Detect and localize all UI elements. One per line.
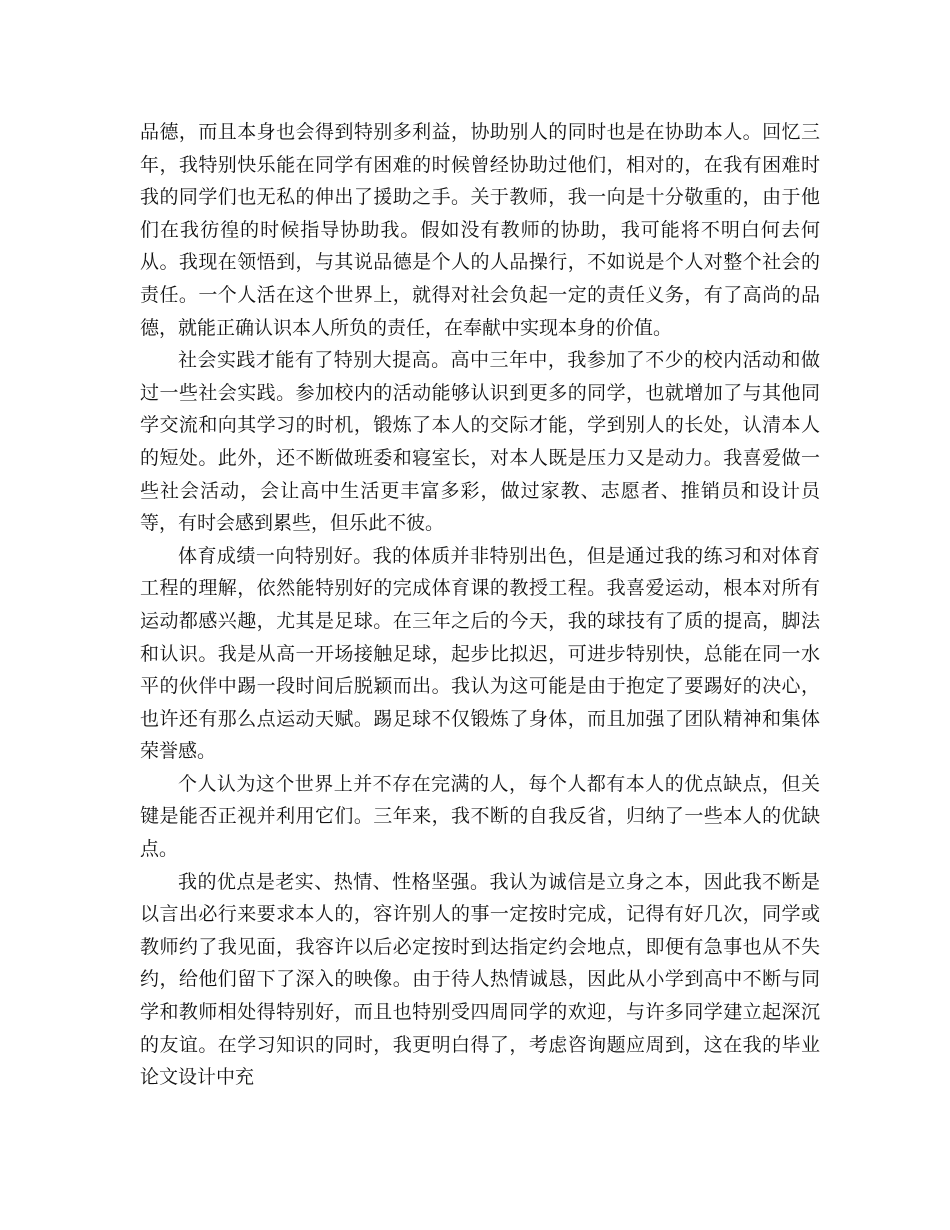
paragraph-social-practice: 社会实践才能有了特别大提高。高中三年中，我参加了不少的校内活动和做过一些社会实践。参加校内的活动能够认识到更多的同学，也就增加了与其他同学交流和向其学习的时机，锻炼了本人的交际才能，学到别人的长处，认清本人的短处。此外，还不断做班委和寝室长，对本人既是压力又是动力。我喜爱做一些社会活动，会让高中生活更丰富多彩，做过家教、志愿者、推销员和设计员等，有时会感到累些，但乐此不彼。: [140, 349, 820, 535]
paragraph-strengths: 我的优点是老实、热情、性格坚强。我认为诚信是立身之本，因此我不断是以言出必行来要求本人的，容许别人的事一定按时完成，记得有好几次，同学或教师约了我见面，我容许以后必定按时到达指定约会地点，即便有急事也从不失约，给他们留下了深入的映像。由于待人热情诚恳，因此从小学到高中不断与同学和教师相处得特别好，而且也特别受四周同学的欢迎，与许多同学建立起深沉的友谊。在学习知识的同时，我更明白得了，考虑咨询题应周到，这在我的毕业论文设计中充: [140, 870, 820, 1089]
paragraph-moral-character: 品德，而且本身也会得到特别多利益，协助别人的同时也是在协助本人。回忆三年，我特别快乐能在同学有困难的时候曾经协助过他们，相对的，在我有困难时我的同学们也无私的伸出了援助之手。关于教师，我一向是十分敬重的，由于他们在我彷徨的时候指导协助我。假如没有教师的协助，我可能将不明白何去何从。我现在领悟到，与其说品德是个人的人品操行，不如说是个人对整个社会的责任。一个人活在这个世界上，就得对社会负起一定的责任义务，有了高尚的品德，就能正确认识本人所负的责任，在奉献中实现本身的价值。: [140, 121, 820, 339]
document-page: [140, 116, 820, 1094]
paragraph-sports: 体育成绩一向特别好。我的体质并非特别出色，但是通过我的练习和对体育工程的理解，依然能特别好的完成体育课的教授工程。我喜爱运动，根本对所有运动都感兴趣，尤其是足球。在三年之后的今天，我的球技有了质的提高，脚法和认识。我是从高一开场接触足球，起步比拟迟，可进步特别快，总能在同一水平的伙伴中踢一段时间后脱颖而出。我认为这可能是由于抱定了要踢好的决心，也许还有那么点运动天赋。踢足球不仅锻炼了身体，而且加强了团队精神和集体荣誉感。: [140, 544, 820, 763]
paragraph-self-reflection: 个人认为这个世界上并不存在完满的人，每个人都有本人的优点缺点，但关键是能否正视并利用它们。三年来，我不断的自我反省，归纳了一些本人的优缺点。: [140, 772, 820, 861]
